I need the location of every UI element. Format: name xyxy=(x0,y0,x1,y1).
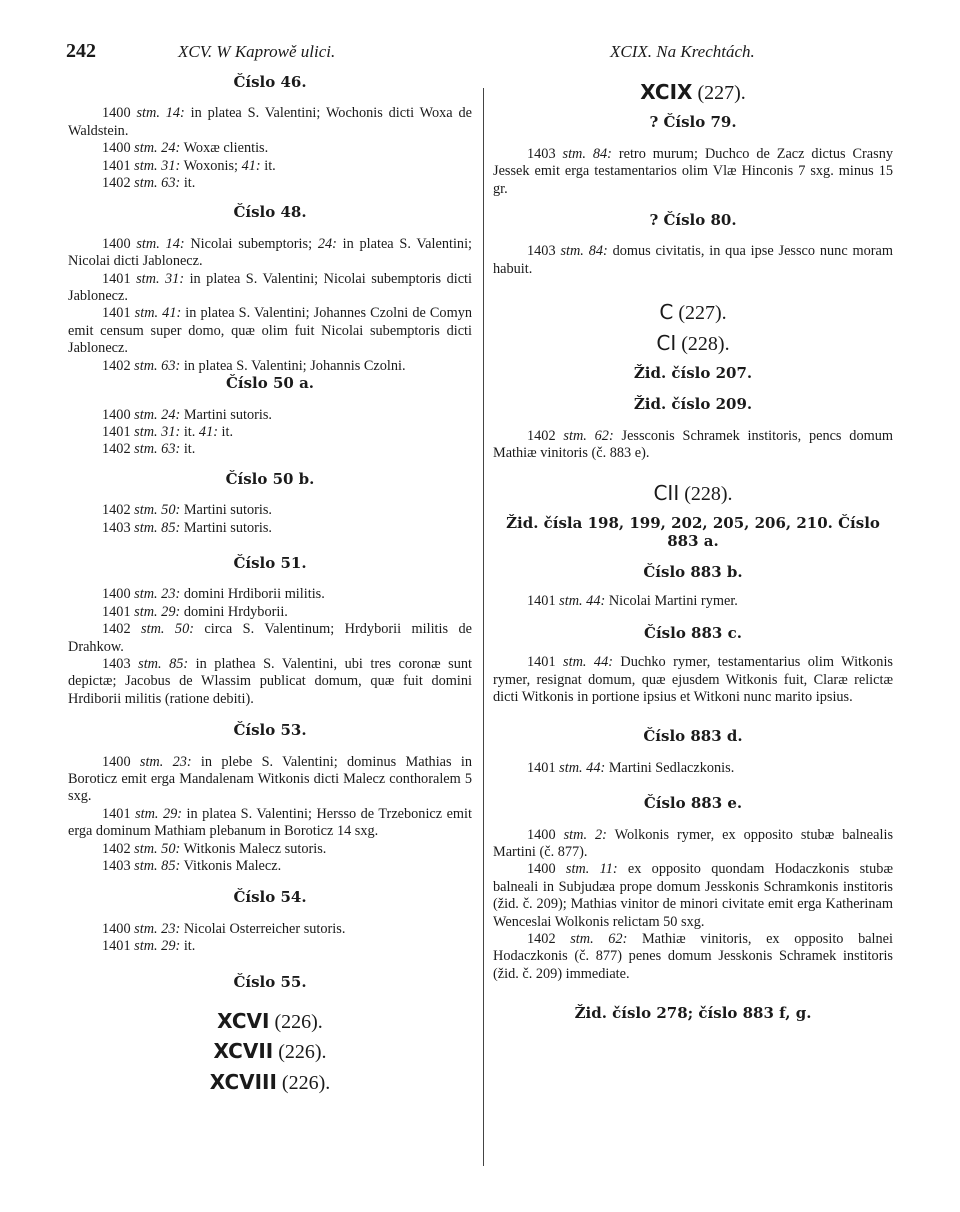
section-heading: Číslo 883 c. xyxy=(644,623,742,642)
record-entry: 1403 stm. 84: retro murum; Duchco de Zacz dictus Crasny Jessek emit erga testamentarios olim Vlæ Hinconis 7 sxg. minus 15 gr. xyxy=(493,145,893,197)
record-entry: 1401 stm. 44: Martini Sedlaczkonis. xyxy=(527,759,735,776)
record-entry: 1403 stm. 85: Vitkonis Malecz. xyxy=(102,858,282,875)
record-entry: 1402 stm. 62: Mathiæ vinitoris, ex opposito balnei Hodaczkonis (č. 877) penes domum Jesskonis Schramek institoris (žid. č. 209) immediate. xyxy=(493,931,893,982)
record-entry: 1402 stm. 62: Jessconis Schramek institoris, pencs domum Mathiæ vinitoris (č. 883 e). xyxy=(493,427,893,462)
section-heading: Žid. číslo 207. xyxy=(633,364,753,383)
left-column xyxy=(68,74,472,1092)
section-heading: Číslo 48. xyxy=(233,203,307,222)
chapter-heading: XCVIII (226). xyxy=(209,1069,331,1094)
chapter-heading: XCVI (226). xyxy=(217,1009,323,1034)
record-entry: 1400 stm. 23: domini Hrdiborii militis. xyxy=(102,586,325,603)
column-divider xyxy=(483,88,484,1166)
chapter-heading: XCIX (227). xyxy=(640,80,746,104)
section-heading: Žid. číslo 209. xyxy=(633,395,753,414)
record-entry: 1403 stm. 85: in plathea S. Valentini, ubi tres coronæ sunt depictæ; Jacobus de Wlassim publicat domum, quæ fuit domini Hrdiborii militis (ratione debiti). xyxy=(68,655,472,707)
record-entry: 1402 stm. 50: Martini sutoris. xyxy=(102,502,272,519)
chapter-heading: CII (228). xyxy=(653,480,733,505)
section-heading: Číslo 55. xyxy=(233,972,307,991)
section-heading: ? Číslo 79. xyxy=(649,113,737,132)
running-head-right: XCIX. Na Krechtách. xyxy=(610,42,755,61)
section-heading: Žid. číslo 278; číslo 883 f, g. xyxy=(574,1004,812,1023)
right-column xyxy=(493,74,893,1023)
section-heading: Číslo 883 e. xyxy=(643,794,743,813)
record-entry: 1403 stm. 84: domus civitatis, in qua ipse Jessco nunc moram habuit. xyxy=(493,243,893,277)
record-entry: 1401 stm. 44: Nicolai Martini rymer. xyxy=(527,593,738,610)
section-heading: Číslo 50 b. xyxy=(225,469,315,488)
record-entry: 1400 stm. 24: Woxæ clientis. xyxy=(102,140,269,157)
record-entry: 1402 stm. 63: it. xyxy=(102,441,196,458)
record-entry: 1401 stm. 31: Woxonis; 41: it. xyxy=(102,157,276,174)
record-entry: 1401 stm. 31: it. 41: it. xyxy=(102,423,234,440)
record-entry: 1402 stm. 50: circa S. Valentinum; Hrdyborii militis de Drahkow. xyxy=(68,621,472,655)
record-entry: 1400 stm. 23: in plebe S. Valentini; dominus Mathias in Boroticz emit erga Mandalenam Witkonis dicti Malecz conthoralem 5 sxg. xyxy=(68,753,472,805)
record-entry: 1401 stm. 41: in platea S. Valentini; Johannes Czolni de Comyn emit censum super domo, quæ olim fuit Nicolai subemptoris dicti Jablonecz. xyxy=(68,305,472,357)
record-entry: 1401 stm. 44: Duchko rymer, testamentarius olim Witkonis rymer, resignat domum, quæ ejusdem Witkonis fuit, Claræ relictæ dicti Witkonis in portione ipsius et Witkoni nunc marito ipsius. xyxy=(493,654,893,705)
chapter-heading: C (227). xyxy=(659,300,727,325)
running-head-left: XCV. W Kaprowě ulici. xyxy=(178,42,336,61)
section-heading: Číslo 53. xyxy=(233,721,307,740)
section-heading: ? Číslo 80. xyxy=(649,211,737,230)
chapter-heading: CI (228). xyxy=(656,330,730,355)
record-entry: 1400 stm. 14: in platea S. Valentini; Wochonis dicti Woxa de Waldstein. xyxy=(68,105,472,139)
section-heading: Číslo 51. xyxy=(233,553,307,572)
record-entry: 1402 stm. 50: Witkonis Malecz sutoris. xyxy=(102,840,327,857)
record-entry: 1400 stm. 14: Nicolai subemptoris; 24: in platea S. Valentini; Nicolai dicti Jablonecz. xyxy=(68,235,473,270)
section-heading: Číslo 883 b. xyxy=(643,562,743,581)
record-entry: 1401 stm. 29: it. xyxy=(102,938,196,955)
record-entry: 1400 stm. 2: Wolkonis rymer, ex opposito stubæ balnealis Martini (č. 877). xyxy=(493,826,894,860)
record-entry: 1401 stm. 29: in platea S. Valentini; Hersso de Trzebonicz emit erga dominum Mathiam plebanum in Boroticz 14 sxg. xyxy=(68,805,472,840)
record-entry: 1401 stm. 29: domini Hrdyborii. xyxy=(102,603,288,620)
record-entry: 1403 stm. 85: Martini sutoris. xyxy=(102,519,272,536)
record-entry: 1400 stm. 11: ex opposito quondam Hodaczkonis stubæ balneali in Subjudæa prope domum Jesskonis Schramkonis institoris (žid. č. 209); Mathias vinitor de minori civitate emit erga Katherinam Wenceslai Wolkonis relictam 50 sxg. xyxy=(493,861,893,930)
page-number: 242 xyxy=(66,40,96,62)
record-entry: 1400 stm. 23: Nicolai Osterreicher sutoris. xyxy=(102,920,346,937)
section-heading: Číslo 54. xyxy=(233,888,307,907)
section-heading: Číslo 46. xyxy=(233,73,307,91)
section-heading: Žid. čísla 198, 199, 202, 205, 206, 210. Číslo 883 a. xyxy=(506,514,880,550)
record-entry: 1400 stm. 24: Martini sutoris. xyxy=(102,406,272,423)
record-entry: 1402 stm. 63: in platea S. Valentini; Johannis Czolni. xyxy=(102,357,406,374)
section-heading: Číslo 883 d. xyxy=(643,727,743,746)
record-entry: 1402 stm. 63: it. xyxy=(102,175,196,192)
chapter-heading: XCVII (226). xyxy=(213,1039,327,1064)
record-entry: 1401 stm. 31: in platea S. Valentini; Nicolai subemptoris dicti Jablonecz. xyxy=(68,270,472,305)
section-heading: Číslo 50 a. xyxy=(225,374,315,393)
